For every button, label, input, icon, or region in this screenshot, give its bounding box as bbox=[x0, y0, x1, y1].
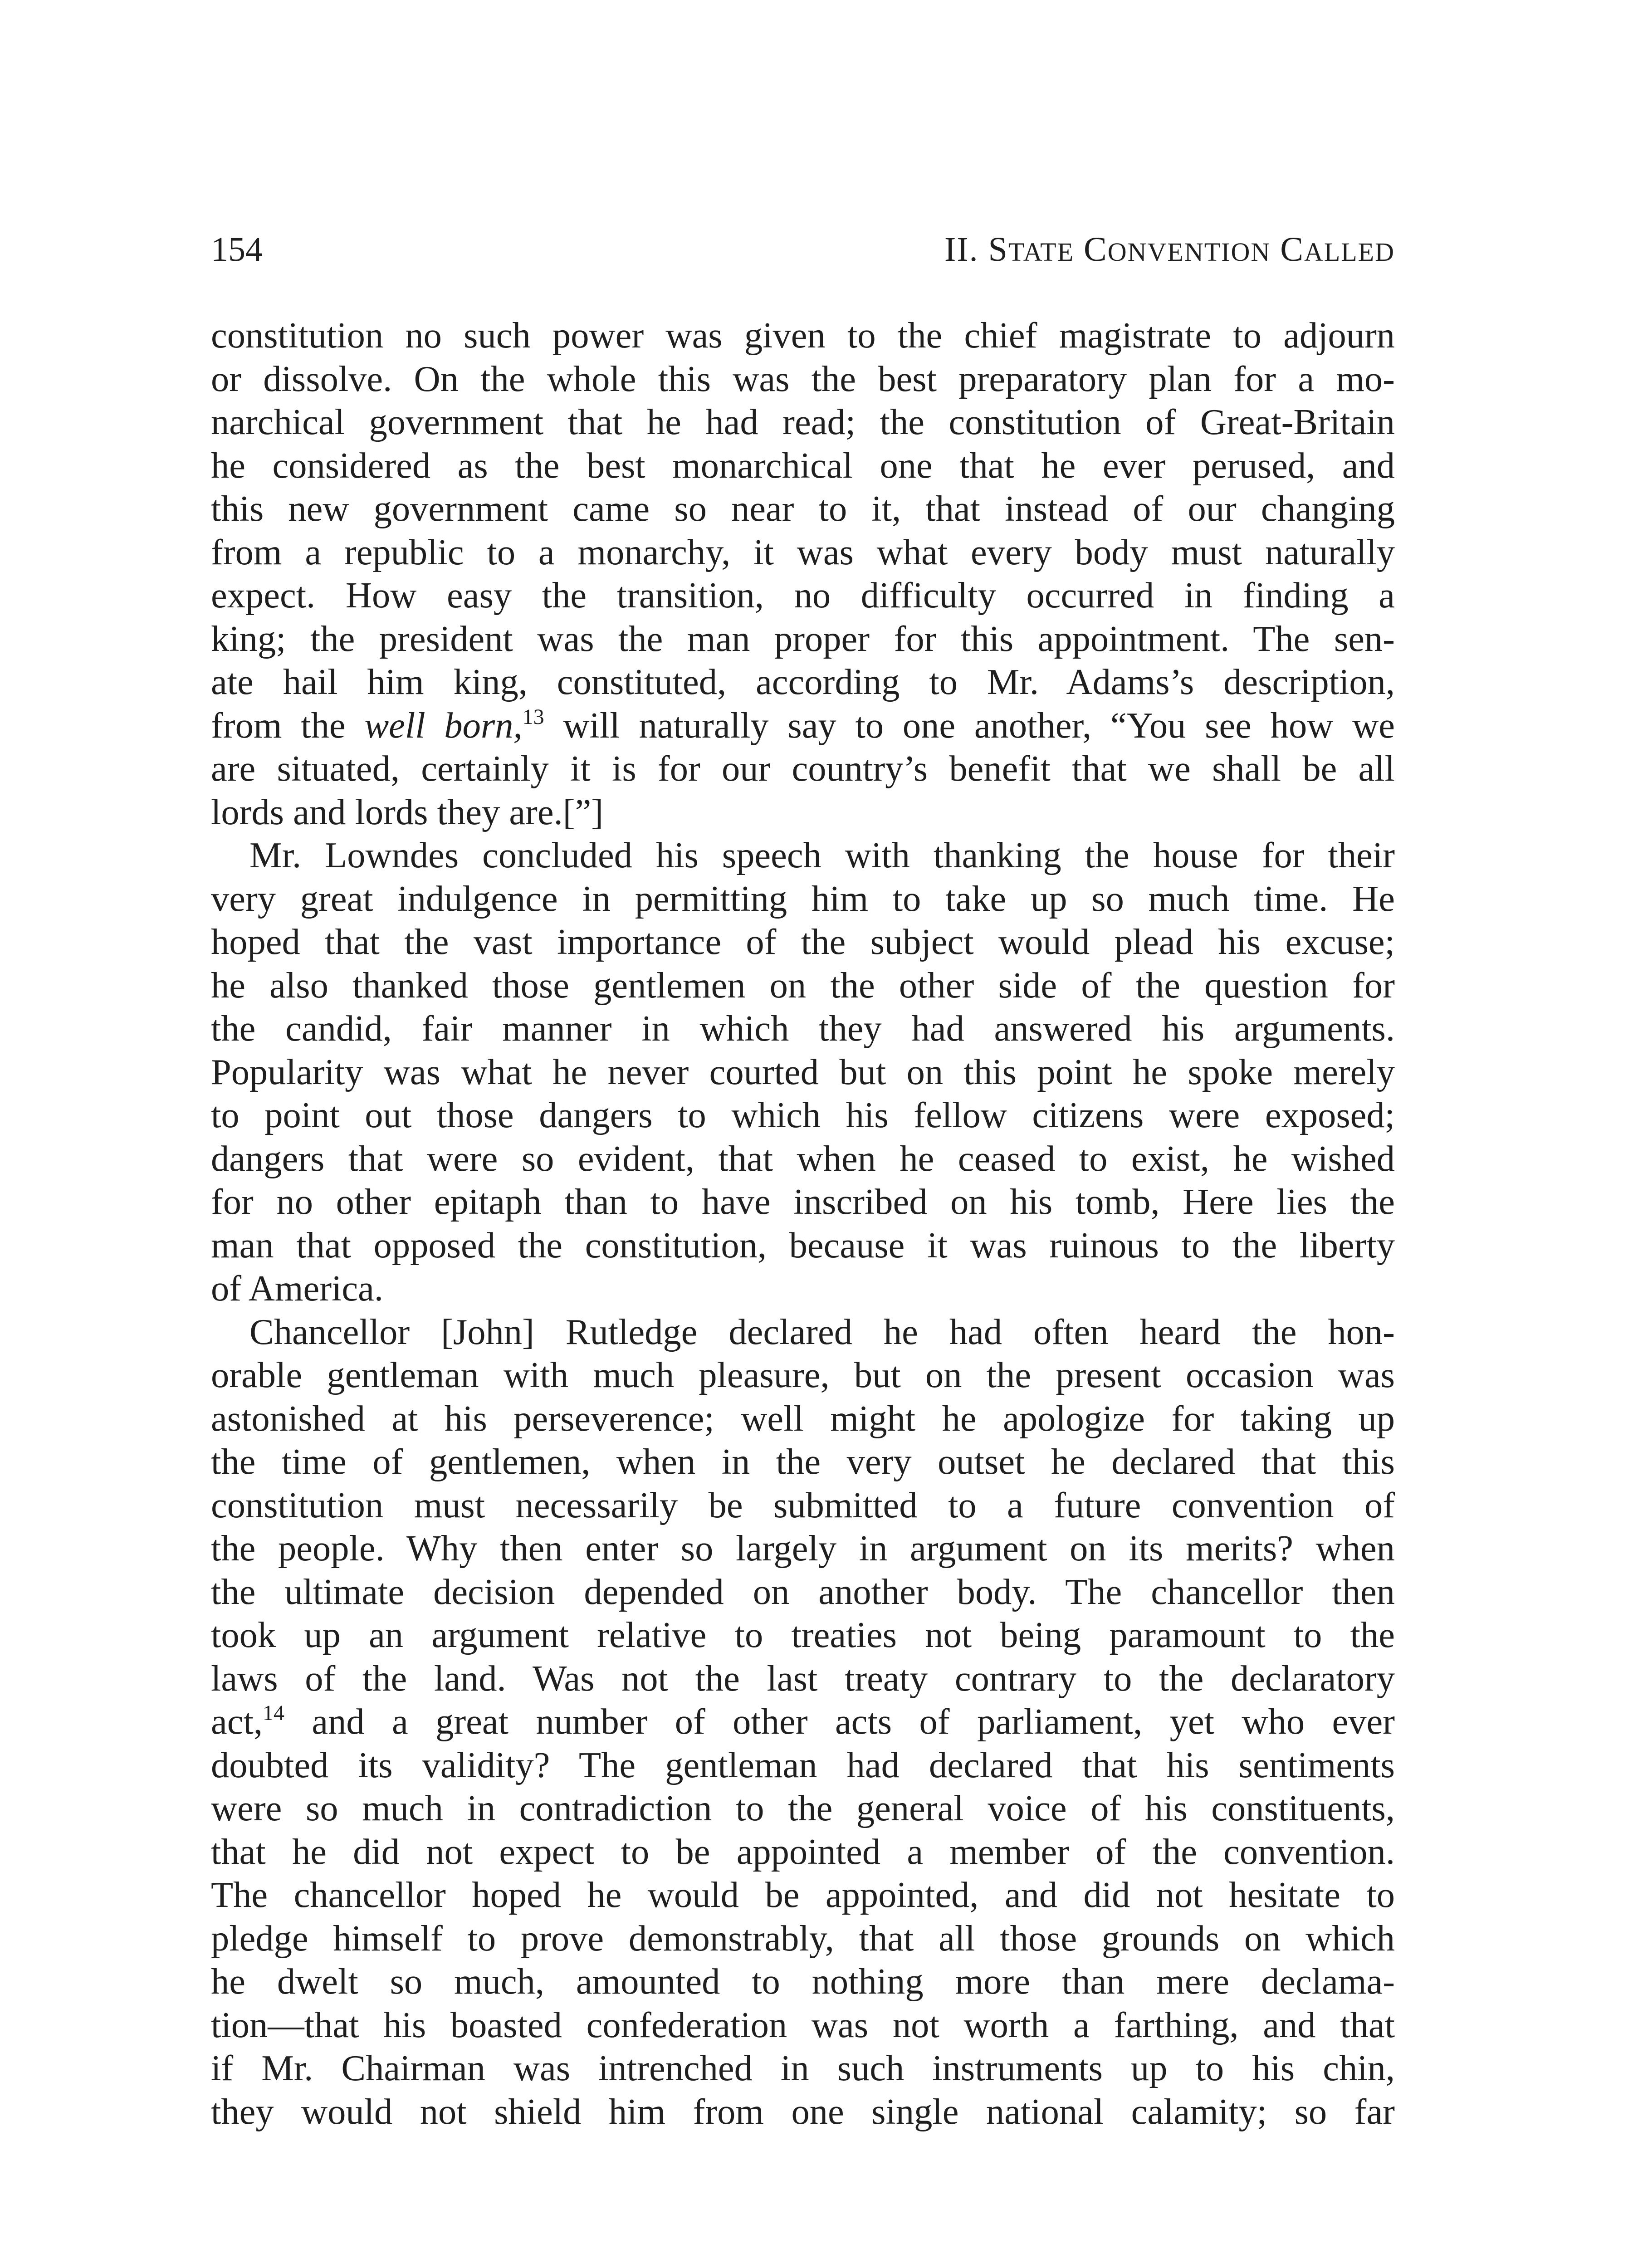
paragraph-start: Mr. Lowndes concluded his speech with thanking the house for their bbox=[249, 835, 1395, 875]
text-line: of America. bbox=[211, 1268, 383, 1309]
text-line: very great indulgence in permitting him to take up so much time. He bbox=[211, 878, 1395, 919]
text-line bbox=[211, 1700, 1395, 1744]
text-line: the ultimate decision depended on another body. The chancellor then bbox=[211, 1571, 1395, 1612]
text-line: they would not shield him from one single national calamity; so far bbox=[211, 2091, 1395, 2132]
text-line: he also thanked those gentlemen on the other side of the question for bbox=[211, 965, 1395, 1006]
text-line: took up an argument relative to treaties not being paramount to the bbox=[211, 1615, 1395, 1655]
text-line: man that opposed the constitution, because it was ruinous to the liberty bbox=[211, 1225, 1395, 1266]
running-head-part: S bbox=[988, 230, 1008, 269]
running-head-part: TATE bbox=[1008, 237, 1075, 267]
text-line: were so much in contradiction to the general voice of his constituents, bbox=[211, 1788, 1395, 1828]
footnote-ref-14[interactable]: 14 bbox=[262, 1701, 284, 1725]
text-line: tion—that his boasted confederation was not worth a farthing, and that bbox=[211, 2004, 1395, 2045]
running-head bbox=[944, 227, 1395, 275]
italic-phrase: well born, bbox=[364, 705, 523, 746]
text-line: that he did not expect to be appointed a member of the convention. bbox=[211, 1831, 1395, 1872]
text-run: from the bbox=[211, 705, 365, 746]
text-line: to point out those dangers to which his fellow citizens were exposed; bbox=[211, 1095, 1395, 1135]
text-line: astonished at his perseverence; well might he apologize for taking up bbox=[211, 1398, 1395, 1439]
body-text bbox=[211, 314, 1395, 2242]
text-line: the candid, fair manner in which they had answered his arguments. bbox=[211, 1008, 1395, 1049]
text-line: The chancellor hoped he would be appointed, and did not hesitate to bbox=[211, 1875, 1395, 1915]
text-line: doubted its validity? The gentleman had declared that his sentiments bbox=[211, 1745, 1395, 1785]
text-line: king; the president was the man proper for this appointment. The sen- bbox=[211, 618, 1395, 659]
paragraph-start: Chancellor [John] Rutledge declared he had often heard the hon- bbox=[249, 1311, 1395, 1352]
running-head-part: C bbox=[1280, 230, 1304, 269]
running-head-part: ONVENTION bbox=[1107, 237, 1271, 267]
text-line: narchical government that he had read; the constitution of Great-Britain bbox=[211, 402, 1395, 442]
text-run: and a great number of other acts of parliament, yet who ever bbox=[284, 1701, 1395, 1742]
text-line: from a republic to a monarchy, it was what every body must naturally bbox=[211, 532, 1395, 572]
page-header bbox=[211, 227, 1395, 272]
text-line: hoped that the vast importance of the subject would plead his excuse; bbox=[211, 922, 1395, 962]
running-head-part: II. bbox=[944, 230, 979, 269]
running-head-part: ALLED bbox=[1304, 237, 1395, 267]
text-line: dangers that were so evident, that when he ceased to exist, he wished bbox=[211, 1138, 1395, 1179]
text-line bbox=[211, 704, 1395, 748]
footnote-ref-13[interactable]: 13 bbox=[522, 704, 544, 729]
text-run: will naturally say to one another, “You see how we bbox=[544, 705, 1395, 746]
text-line: lords and lords they are.[”] bbox=[211, 792, 604, 832]
text-line: the people. Why then enter so largely in argument on its merits? when bbox=[211, 1528, 1395, 1569]
text-line: pledge himself to prove demonstrably, that all those grounds on which bbox=[211, 1918, 1395, 1959]
text-run: act, bbox=[211, 1701, 263, 1742]
text-line: for no other epitaph than to have inscribed on his tomb, Here lies the bbox=[211, 1182, 1395, 1222]
text-line: laws of the land. Was not the last treaty contrary to the declaratory bbox=[211, 1658, 1395, 1699]
text-line: expect. How easy the transition, no difficulty occurred in finding a bbox=[211, 575, 1395, 616]
text-line: ate hail him king, constituted, according to Mr. Adams’s description, bbox=[211, 662, 1395, 702]
text-line: he dwelt so much, amounted to nothing more than mere declama- bbox=[211, 1961, 1395, 2002]
text-line: the time of gentlemen, when in the very outset he declared that this bbox=[211, 1442, 1395, 1482]
text-line: constitution no such power was given to the chief magistrate to adjourn bbox=[211, 315, 1395, 356]
text-line: if Mr. Chairman was intrenched in such instruments up to his chin, bbox=[211, 2048, 1395, 2088]
text-line: or dissolve. On the whole this was the best preparatory plan for a mo- bbox=[211, 358, 1395, 399]
text-line: this new government came so near to it, that instead of our changing bbox=[211, 489, 1395, 529]
page-number: 154 bbox=[211, 230, 263, 269]
text-line: are situated, certainly it is for our country’s benefit that we shall be all bbox=[211, 748, 1395, 789]
running-head-part: C bbox=[1084, 230, 1108, 269]
text-line: constitution must necessarily be submitted to a future convention of bbox=[211, 1485, 1395, 1525]
text-line: orable gentleman with much pleasure, but on the present occasion was bbox=[211, 1355, 1395, 1395]
text-line: he considered as the best monarchical one that he ever perused, and bbox=[211, 445, 1395, 486]
text-line: Popularity was what he never courted but on this point he spoke merely bbox=[211, 1051, 1395, 1092]
